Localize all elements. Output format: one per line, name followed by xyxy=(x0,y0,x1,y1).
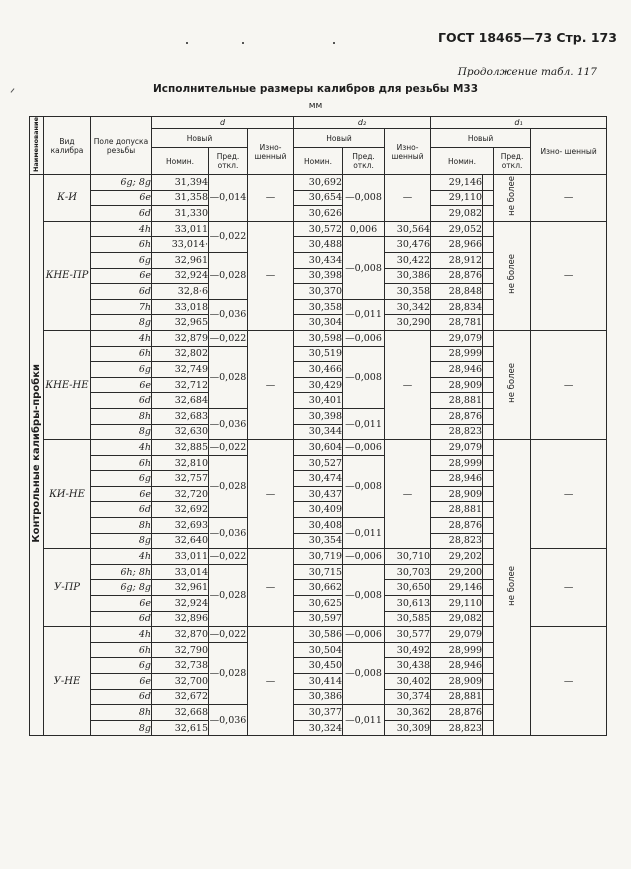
d2-worn: 30,585 xyxy=(385,611,431,627)
tolerance-field: 6e xyxy=(91,486,152,502)
d2-nominal: 30,437 xyxy=(294,486,343,502)
table-row xyxy=(30,330,607,346)
d1-nom-header: Номин. xyxy=(431,148,494,175)
d2-nominal: 30,398 xyxy=(294,268,343,284)
d2-deviation: —0,011 xyxy=(343,518,385,549)
d-nominal: 32,700 xyxy=(152,674,209,690)
d2-nominal: 30,519 xyxy=(294,346,343,362)
d2-worn: 30,577 xyxy=(385,627,431,643)
d-dev-header: Пред. откл. xyxy=(209,148,248,175)
d1-nominal: 28,909 xyxy=(431,674,483,690)
calibre-table xyxy=(29,116,607,736)
tolerance-field: 6e xyxy=(91,190,152,206)
d1-worn: — xyxy=(531,440,607,549)
d-nominal: 32,870 xyxy=(152,627,209,643)
d-new-header: Новый xyxy=(152,129,248,148)
d1-nominal: 28,848 xyxy=(431,284,483,300)
d-deviation: —0,022 xyxy=(209,330,248,346)
tolerance-field: 6d xyxy=(91,393,152,409)
tolerance-field: 6d xyxy=(91,689,152,705)
d2-nominal: 30,354 xyxy=(294,533,343,549)
d1-gap xyxy=(483,221,494,237)
col-d-header: d xyxy=(152,117,294,129)
d-worn: — xyxy=(248,440,294,549)
d1-nominal: 29,200 xyxy=(431,564,483,580)
d1-gap xyxy=(483,206,494,222)
table-title: Исполнительные размеры калибров для резьбы М33 xyxy=(152,83,479,95)
d2-deviation: —0,008 xyxy=(343,642,385,704)
d-nominal: 32,684 xyxy=(152,393,209,409)
tolerance-field: 8h xyxy=(91,705,152,721)
table-body xyxy=(30,175,607,736)
col-type-header: Вид калибра xyxy=(44,117,91,175)
d2-deviation: —0,008 xyxy=(343,455,385,517)
d2-nominal: 30,466 xyxy=(294,362,343,378)
tolerance-field: 4h xyxy=(91,440,152,456)
d1-nominal: 29,146 xyxy=(431,580,483,596)
d2-worn: 30,374 xyxy=(385,689,431,705)
d-deviation: —0,028 xyxy=(209,642,248,704)
d1-nominal: 28,823 xyxy=(431,533,483,549)
d1-nominal: 28,999 xyxy=(431,346,483,362)
d2-worn: 30,422 xyxy=(385,252,431,268)
d1-gap xyxy=(483,642,494,658)
d1-gap xyxy=(483,627,494,643)
d-nominal: 32,720 xyxy=(152,486,209,502)
d-nominal: 32,961 xyxy=(152,580,209,596)
d-deviation: —0,022 xyxy=(209,440,248,456)
d2-worn: 30,342 xyxy=(385,299,431,315)
tolerance-field: 6h; 8h xyxy=(91,564,152,580)
d2-deviation: —0,008 xyxy=(343,237,385,299)
d2-nominal: 30,604 xyxy=(294,440,343,456)
d2-worn: — xyxy=(385,175,431,222)
d-nominal: 33,018 xyxy=(152,299,209,315)
d1-nominal: 29,079 xyxy=(431,627,483,643)
d1-worn: — xyxy=(531,175,607,222)
d2-deviation: —0,011 xyxy=(343,705,385,736)
col-name-header: Наименование xyxy=(30,117,44,175)
tolerance-field: 4h xyxy=(91,549,152,565)
d2-deviation: 0,006 xyxy=(343,221,385,237)
d1-dev-header: Пред. откл. xyxy=(494,148,531,175)
d1-worn: — xyxy=(531,221,607,330)
d-nominal: 32,683 xyxy=(152,408,209,424)
tolerance-field: 6e xyxy=(91,377,152,393)
d-nominal: 31,394 xyxy=(152,175,209,191)
d-nominal: 32,810 xyxy=(152,455,209,471)
d2-deviation: —0,006 xyxy=(343,330,385,346)
table-continuation: Продолжение табл. 117 xyxy=(457,66,597,78)
tolerance-field: 6g; 8g xyxy=(91,580,152,596)
d1-nominal: 29,146 xyxy=(431,175,483,191)
scan-speck xyxy=(186,42,188,44)
d1-nominal: 29,110 xyxy=(431,596,483,612)
tolerance-field: 6d xyxy=(91,611,152,627)
d2-nominal: 30,377 xyxy=(294,705,343,721)
d-deviation: —0,022 xyxy=(209,627,248,643)
d-nominal: 33,014 xyxy=(152,564,209,580)
d2-worn: 30,358 xyxy=(385,284,431,300)
tolerance-field: 6h xyxy=(91,642,152,658)
tolerance-field: 6g xyxy=(91,658,152,674)
d1-nominal: 28,834 xyxy=(431,299,483,315)
col-d2-header: d₂ xyxy=(294,117,431,129)
d1-gap xyxy=(483,596,494,612)
d2-worn: — xyxy=(385,440,431,549)
table-row xyxy=(30,440,607,456)
d1-worn-header: Изно- шенный xyxy=(531,129,607,175)
d2-nominal: 30,304 xyxy=(294,315,343,331)
d-deviation: —0,028 xyxy=(209,455,248,517)
d-nominal: 32,668 xyxy=(152,705,209,721)
col-field-header: Поле допуска резьбы xyxy=(91,117,152,175)
d2-nominal: 30,598 xyxy=(294,330,343,346)
calibre-type: КНЕ-ПР xyxy=(44,221,91,330)
vertical-label: Контрольные калибры-пробки xyxy=(31,363,42,543)
d2-nominal: 30,654 xyxy=(294,190,343,206)
d-nominal: 32,615 xyxy=(152,720,209,736)
d-nominal: 33,011 xyxy=(152,221,209,237)
d2-nominal: 30,488 xyxy=(294,237,343,253)
tolerance-field: 6h xyxy=(91,237,152,253)
d2-nom-header: Номин. xyxy=(294,148,343,175)
vertical-label: не более xyxy=(506,175,517,216)
group-label-cell xyxy=(30,175,44,736)
d2-worn: 30,492 xyxy=(385,642,431,658)
d-worn: — xyxy=(248,221,294,330)
d-deviation: —0,036 xyxy=(209,299,248,330)
d2-worn-header: Изно- шенный xyxy=(385,129,431,175)
d1-gap xyxy=(483,533,494,549)
d2-worn: 30,362 xyxy=(385,705,431,721)
d-nominal: 32,630 xyxy=(152,424,209,440)
d1-nominal: 28,881 xyxy=(431,502,483,518)
d-nominal: 32,802 xyxy=(152,346,209,362)
units-label: мм xyxy=(308,101,323,111)
d2-dev-header: Пред. откл. xyxy=(343,148,385,175)
d-nominal: 32,8·6 xyxy=(152,284,209,300)
d2-deviation: —0,008 xyxy=(343,564,385,626)
d1-nominal: 28,909 xyxy=(431,377,483,393)
d2-nominal: 30,572 xyxy=(294,221,343,237)
calibre-type: У-НЕ xyxy=(44,627,91,736)
tolerance-field: 6e xyxy=(91,268,152,284)
d-nominal: 32,965 xyxy=(152,315,209,331)
d-nom-header: Номин. xyxy=(152,148,209,175)
d2-deviation: —0,008 xyxy=(343,175,385,222)
calibre-type: КИ-НЕ xyxy=(44,440,91,549)
d-nominal: 32,961 xyxy=(152,252,209,268)
d2-worn: 30,650 xyxy=(385,580,431,596)
d1-nominal: 28,946 xyxy=(431,362,483,378)
d1-nominal: 28,876 xyxy=(431,408,483,424)
d-nominal: 31,330 xyxy=(152,206,209,222)
d2-worn: 30,309 xyxy=(385,720,431,736)
vertical-label: не более xyxy=(506,363,517,403)
tolerance-field: 6e xyxy=(91,674,152,690)
tolerance-field: 6d xyxy=(91,502,152,518)
tolerance-field: 6d xyxy=(91,284,152,300)
d-deviation: —0,014 xyxy=(209,175,248,222)
d-worn-header: Изно- шенный xyxy=(248,129,294,175)
d1-gap xyxy=(483,674,494,690)
tolerance-field: 8h xyxy=(91,518,152,534)
d1-deviation xyxy=(494,440,531,736)
table-row xyxy=(30,175,607,191)
d2-nominal: 30,414 xyxy=(294,674,343,690)
tolerance-field: 8h xyxy=(91,408,152,424)
d1-worn: — xyxy=(531,549,607,627)
d-nominal: 32,879 xyxy=(152,330,209,346)
d-nominal: 32,924 xyxy=(152,596,209,612)
d2-worn: 30,438 xyxy=(385,658,431,674)
d1-worn: — xyxy=(531,330,607,439)
d1-gap xyxy=(483,299,494,315)
d2-nominal: 30,358 xyxy=(294,299,343,315)
d2-nominal: 30,386 xyxy=(294,689,343,705)
tolerance-field: 6g; 8g xyxy=(91,175,152,191)
tolerance-field: 7h xyxy=(91,299,152,315)
d2-worn: 30,290 xyxy=(385,315,431,331)
d1-deviation xyxy=(494,175,531,222)
d1-gap xyxy=(483,580,494,596)
d2-worn: 30,476 xyxy=(385,237,431,253)
d1-gap xyxy=(483,549,494,565)
vertical-label: не более xyxy=(506,565,517,606)
d2-worn: — xyxy=(385,330,431,439)
tolerance-field: 8g xyxy=(91,424,152,440)
tolerance-field: 6g xyxy=(91,362,152,378)
d2-nominal: 30,625 xyxy=(294,596,343,612)
d1-nominal: 29,052 xyxy=(431,221,483,237)
d1-gap xyxy=(483,689,494,705)
d-nominal: 32,749 xyxy=(152,362,209,378)
d1-nominal: 28,876 xyxy=(431,268,483,284)
calibre-type: КНЕ-НЕ xyxy=(44,330,91,439)
d2-deviation: —0,008 xyxy=(343,346,385,408)
tolerance-field: 8g xyxy=(91,315,152,331)
d1-worn: — xyxy=(531,627,607,736)
d-nominal: 32,640 xyxy=(152,533,209,549)
d-nominal: 32,692 xyxy=(152,502,209,518)
d1-gap xyxy=(483,611,494,627)
scan-speck xyxy=(333,42,335,44)
d1-gap xyxy=(483,408,494,424)
d1-gap xyxy=(483,393,494,409)
tolerance-field: 8g xyxy=(91,533,152,549)
d1-nominal: 29,079 xyxy=(431,440,483,456)
d1-nominal: 28,946 xyxy=(431,658,483,674)
d2-nominal: 30,429 xyxy=(294,377,343,393)
tolerance-field: 4h xyxy=(91,221,152,237)
d1-nominal: 28,781 xyxy=(431,315,483,331)
d2-nominal: 30,370 xyxy=(294,284,343,300)
d1-nominal: 29,079 xyxy=(431,330,483,346)
d1-new-header: Новый xyxy=(431,129,531,148)
d1-nominal: 28,823 xyxy=(431,720,483,736)
d-deviation: —0,036 xyxy=(209,408,248,439)
d-deviation: —0,036 xyxy=(209,705,248,736)
d1-nominal: 28,909 xyxy=(431,486,483,502)
d-nominal: 33,011 xyxy=(152,549,209,565)
d1-nominal: 28,823 xyxy=(431,424,483,440)
d2-worn: 30,564 xyxy=(385,221,431,237)
d2-nominal: 30,450 xyxy=(294,658,343,674)
d-deviation: —0,022 xyxy=(209,221,248,252)
d1-nominal: 28,946 xyxy=(431,471,483,487)
d2-nominal: 30,409 xyxy=(294,502,343,518)
d2-nominal: 30,434 xyxy=(294,252,343,268)
d1-gap xyxy=(483,705,494,721)
d2-nominal: 30,401 xyxy=(294,393,343,409)
d2-nominal: 30,474 xyxy=(294,471,343,487)
d2-nominal: 30,715 xyxy=(294,564,343,580)
d1-nominal: 28,999 xyxy=(431,642,483,658)
d-worn: — xyxy=(248,330,294,439)
page-header: ГОСТ 18465—73 Стр. 173 xyxy=(438,30,617,45)
d1-nominal: 28,876 xyxy=(431,705,483,721)
tolerance-field: 6d xyxy=(91,206,152,222)
d1-nominal: 28,881 xyxy=(431,393,483,409)
d2-nominal: 30,324 xyxy=(294,720,343,736)
d1-gap xyxy=(483,284,494,300)
d1-gap xyxy=(483,564,494,580)
d2-worn: 30,402 xyxy=(385,674,431,690)
d1-nominal: 28,966 xyxy=(431,237,483,253)
d1-gap xyxy=(483,362,494,378)
d1-gap xyxy=(483,315,494,331)
d1-nominal: 29,110 xyxy=(431,190,483,206)
d2-nominal: 30,662 xyxy=(294,580,343,596)
d-deviation: —0,022 xyxy=(209,549,248,565)
d1-gap xyxy=(483,518,494,534)
d1-gap xyxy=(483,502,494,518)
d1-gap xyxy=(483,658,494,674)
d-deviation: —0,028 xyxy=(209,252,248,299)
d2-nominal: 30,504 xyxy=(294,642,343,658)
tolerance-field: 6g xyxy=(91,471,152,487)
d1-gap xyxy=(483,720,494,736)
d2-nominal: 30,527 xyxy=(294,455,343,471)
d1-nominal: 29,082 xyxy=(431,611,483,627)
d1-gap xyxy=(483,440,494,456)
d2-nominal: 30,719 xyxy=(294,549,343,565)
d1-gap xyxy=(483,330,494,346)
d2-nominal: 30,398 xyxy=(294,408,343,424)
d2-new-header: Новый xyxy=(294,129,385,148)
d-nominal: 32,757 xyxy=(152,471,209,487)
d1-gap xyxy=(483,486,494,502)
d1-nominal: 29,202 xyxy=(431,549,483,565)
d2-deviation: —0,006 xyxy=(343,627,385,643)
tolerance-field: 6g xyxy=(91,252,152,268)
tolerance-field: 4h xyxy=(91,627,152,643)
d1-gap xyxy=(483,268,494,284)
d2-worn: 30,386 xyxy=(385,268,431,284)
d1-gap xyxy=(483,252,494,268)
d2-worn: 30,613 xyxy=(385,596,431,612)
d1-deviation xyxy=(494,221,531,330)
d2-nominal: 30,586 xyxy=(294,627,343,643)
d-nominal: 33,014· xyxy=(152,237,209,253)
d1-gap xyxy=(483,237,494,253)
d2-nominal: 30,626 xyxy=(294,206,343,222)
d2-worn: 30,710 xyxy=(385,549,431,565)
d1-nominal: 29,082 xyxy=(431,206,483,222)
d1-gap xyxy=(483,190,494,206)
d-deviation: —0,028 xyxy=(209,346,248,408)
table-row xyxy=(30,221,607,237)
d-deviation: —0,028 xyxy=(209,564,248,626)
d2-nominal: 30,344 xyxy=(294,424,343,440)
scan-speck xyxy=(242,42,244,44)
d2-deviation: —0,011 xyxy=(343,408,385,439)
d-nominal: 32,738 xyxy=(152,658,209,674)
d1-nominal: 28,999 xyxy=(431,455,483,471)
d-deviation: —0,036 xyxy=(209,518,248,549)
d2-deviation: —0,011 xyxy=(343,299,385,330)
d-worn: — xyxy=(248,549,294,627)
d-nominal: 32,924 xyxy=(152,268,209,284)
d-worn: — xyxy=(248,175,294,222)
d2-deviation: —0,006 xyxy=(343,440,385,456)
tolerance-field: 8g xyxy=(91,720,152,736)
d2-nominal: 30,597 xyxy=(294,611,343,627)
d-nominal: 32,790 xyxy=(152,642,209,658)
d-worn: — xyxy=(248,627,294,736)
col-d1-header: d₁ xyxy=(431,117,607,129)
tolerance-field: 6h xyxy=(91,346,152,362)
tolerance-field: 6e xyxy=(91,596,152,612)
d-nominal: 32,672 xyxy=(152,689,209,705)
d-nominal: 32,885 xyxy=(152,440,209,456)
calibre-type: У-ПР xyxy=(44,549,91,627)
d1-gap xyxy=(483,471,494,487)
d1-gap xyxy=(483,455,494,471)
d-nominal: 32,712 xyxy=(152,377,209,393)
d2-deviation: —0,006 xyxy=(343,549,385,565)
d1-gap xyxy=(483,424,494,440)
d-nominal: 32,693 xyxy=(152,518,209,534)
tolerance-field: 6h xyxy=(91,455,152,471)
d1-gap xyxy=(483,377,494,393)
d1-nominal: 28,881 xyxy=(431,689,483,705)
d1-gap xyxy=(483,346,494,362)
d2-worn: 30,703 xyxy=(385,564,431,580)
d1-nominal: 28,912 xyxy=(431,252,483,268)
vertical-label: не более xyxy=(506,253,517,294)
d-nominal: 32,896 xyxy=(152,611,209,627)
d1-deviation xyxy=(494,330,531,439)
d2-nominal: 30,408 xyxy=(294,518,343,534)
d2-nominal: 30,692 xyxy=(294,175,343,191)
d1-gap xyxy=(483,175,494,191)
d1-nominal: 28,876 xyxy=(431,518,483,534)
tolerance-field: 4h xyxy=(91,330,152,346)
calibre-type: К-И xyxy=(44,175,91,222)
d-nominal: 31,358 xyxy=(152,190,209,206)
